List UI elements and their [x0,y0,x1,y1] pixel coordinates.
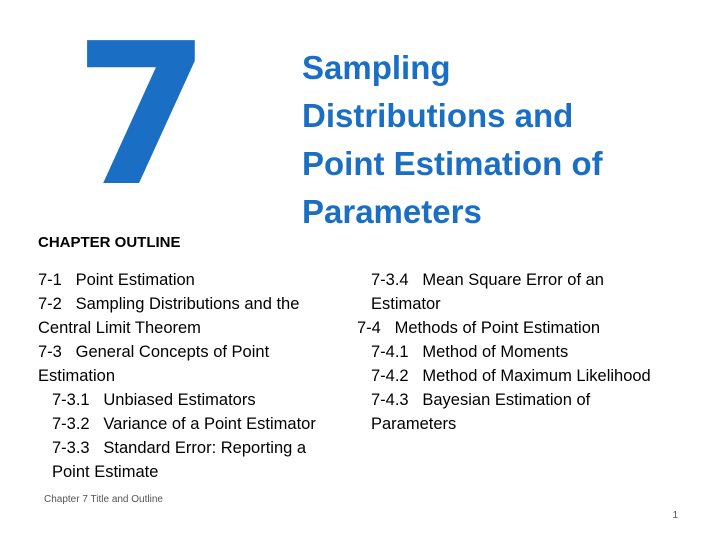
outline-item-text: Mean Square Error of an Estimator [371,271,604,313]
footer-text: Chapter 7 Title and Outline [44,494,163,505]
outline-item-code: 7-3.4 [371,271,409,289]
outline-item-text: Point Estimation [75,271,195,289]
outline-item [357,364,657,388]
outline-item-code: 7-4.2 [371,367,409,385]
chapter-number: 7 [74,2,207,230]
outline-item-text: Method of Maximum Likelihood [422,367,651,385]
page-number: 1 [672,510,678,521]
outline-item-text: Bayesian Estimation of Parameters [371,391,591,433]
outline-column-left [38,268,348,484]
outline-item [38,388,348,412]
outline-item-code: 7-3.1 [52,391,90,409]
outline-item-text: Standard Error: Reporting a Point Estimate [52,439,307,481]
outline-item-text: Variance of a Point Estimator [103,415,316,433]
outline-item [38,340,348,388]
outline-item-code: 7-1 [38,271,62,289]
outline-item-text: Methods of Point Estimation [394,319,601,337]
chapter-title-line: Distributions and [302,97,574,134]
outline-item-code: 7-3 [38,343,62,361]
outline-item-code: 7-4 [357,319,381,337]
outline-item [38,268,348,292]
outline-item [38,412,348,436]
chapter-title-line: Parameters [302,193,482,230]
outline-item-code: 7-3.2 [52,415,90,433]
outline-item [38,436,348,484]
outline-item [357,268,657,316]
outline-item-code: 7-4.1 [371,343,409,361]
outline-item-code: 7-3.3 [52,439,90,457]
outline-item-text: Unbiased Estimators [103,391,256,409]
outline-item-code: 7-2 [38,295,62,313]
outline-item-text: General Concepts of Point Estimation [38,343,270,385]
outline-heading: CHAPTER OUTLINE [38,234,181,251]
outline-item [357,316,657,340]
outline-item-text: Method of Moments [422,343,569,361]
chapter-title [302,44,712,236]
outline-item-text: Sampling Distributions and the Central Limit Theorem [38,295,300,337]
outline-item [357,388,657,436]
outline-item [357,340,657,364]
chapter-title-line: Point Estimation of [302,145,603,182]
outline-column-right [357,268,657,436]
outline-item-code: 7-4.3 [371,391,409,409]
chapter-title-line: Sampling [302,49,451,86]
outline-item [38,292,348,340]
